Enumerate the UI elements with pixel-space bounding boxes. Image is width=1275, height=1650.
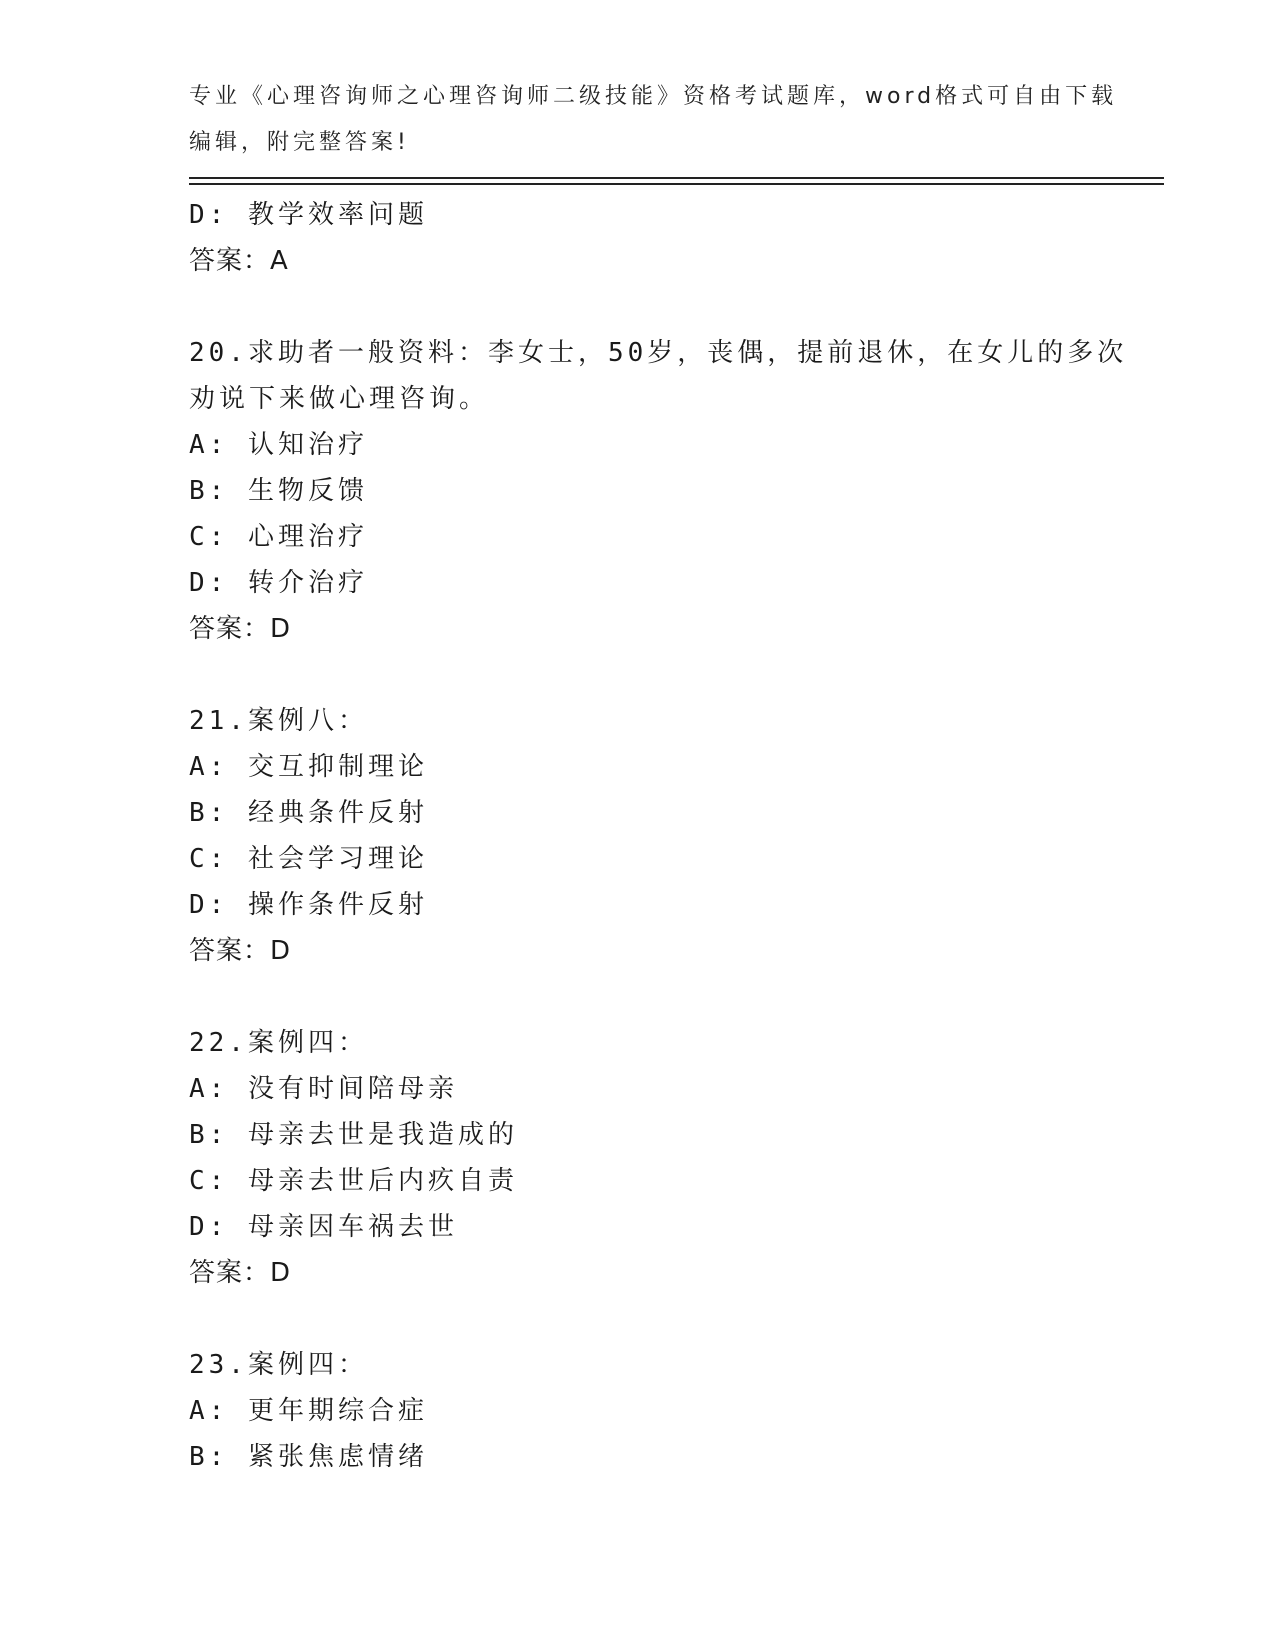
question-list xyxy=(189,192,1164,1480)
option-b: B: 紧张焦虑情绪 xyxy=(189,1442,428,1472)
spacer xyxy=(189,652,1164,698)
option-a: A: 没有时间陪母亲 xyxy=(189,1074,458,1104)
option-c: C: 社会学习理论 xyxy=(189,844,428,874)
answer-label: 答案：D xyxy=(189,614,292,644)
option-b: B: 经典条件反射 xyxy=(189,798,428,828)
option-b: B: 生物反馈 xyxy=(189,476,368,506)
answer-label: 答案：D xyxy=(189,936,292,966)
question-stem: 21.案例八： xyxy=(189,706,368,736)
answer-label: 答案：D xyxy=(189,1258,292,1288)
spacer xyxy=(189,284,1164,330)
option-a: A: 更年期综合症 xyxy=(189,1396,428,1426)
spacer xyxy=(189,1296,1164,1342)
option-a: A: 交互抑制理论 xyxy=(189,752,428,782)
header-line-1: 专业《心理咨询师之心理咨询师二级技能》资格考试题库，word格式可自由下载 xyxy=(189,84,1118,109)
option-a: A: 认知治疗 xyxy=(189,430,368,460)
option-b: B: 母亲去世是我造成的 xyxy=(189,1120,518,1150)
option-d: D: 操作条件反射 xyxy=(189,890,428,920)
option-d: D: 教学效率问题 xyxy=(189,200,428,230)
question-block xyxy=(189,698,1164,974)
question-stem-continued: 劝说下来做心理咨询。 xyxy=(189,384,490,414)
question-stem: 22.案例四： xyxy=(189,1028,368,1058)
answer-label: 答案：A xyxy=(189,246,289,276)
header-divider-bottom xyxy=(189,183,1164,185)
document-header xyxy=(189,74,1118,166)
header-line-2: 编辑，附完整答案! xyxy=(189,130,410,155)
question-block xyxy=(189,1342,1164,1480)
option-c: C: 心理治疗 xyxy=(189,522,368,552)
header-divider-top xyxy=(189,177,1164,179)
spacer xyxy=(189,974,1164,1020)
option-c: C: 母亲去世后内疚自责 xyxy=(189,1166,518,1196)
option-d: D: 母亲因车祸去世 xyxy=(189,1212,458,1242)
question-stem: 23.案例四： xyxy=(189,1350,368,1380)
option-d: D: 转介治疗 xyxy=(189,568,368,598)
question-block xyxy=(189,1020,1164,1296)
question-stem: 20.求助者一般资料：李女士，50岁，丧偶，提前退休，在女儿的多次 xyxy=(189,338,1128,368)
question-block xyxy=(189,330,1164,652)
